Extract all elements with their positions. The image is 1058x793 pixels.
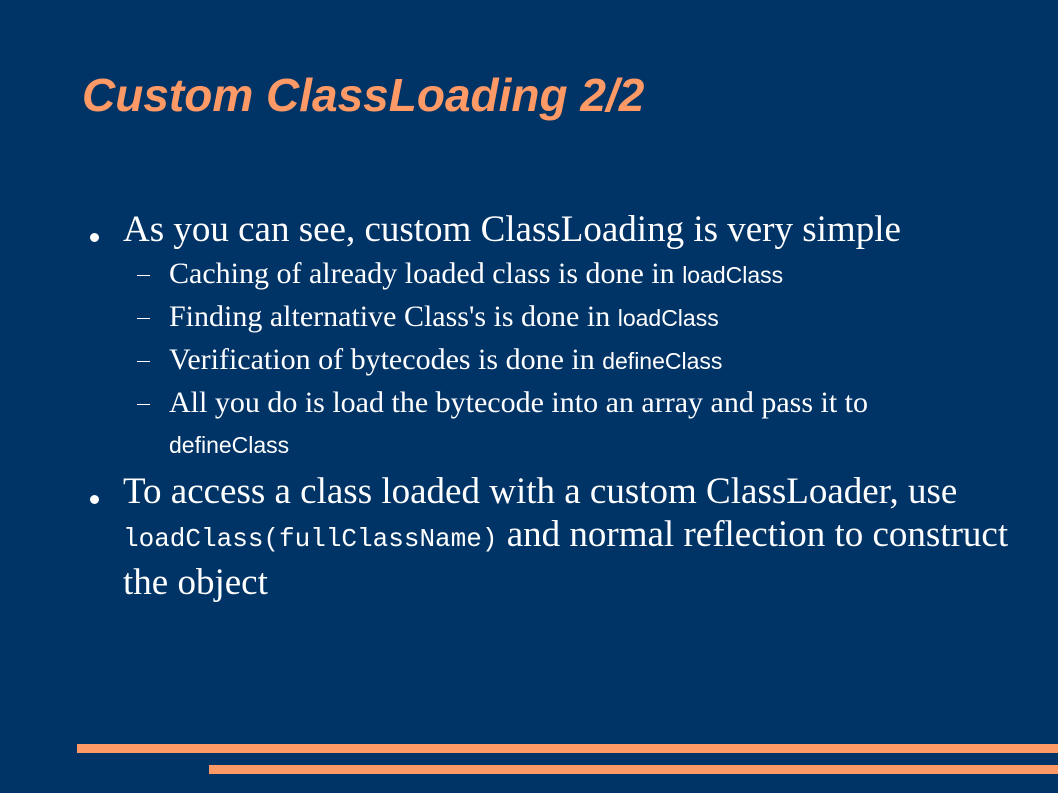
slide-title: Custom ClassLoading 2/2 (82, 69, 645, 121)
accent-bar-top (77, 744, 1058, 753)
subitem-3-text: Verification of bytecodes is done in (169, 343, 603, 376)
subitem-2 (90, 296, 1020, 339)
bullet-dot-icon (90, 233, 99, 242)
subitem-1-text: Caching of already loaded class is done in (169, 257, 683, 290)
slide-content (90, 208, 1020, 604)
bullet-1 (90, 208, 1020, 251)
subitem-1 (90, 253, 1020, 296)
subitem-4-code: defineClass (169, 432, 290, 458)
bullet-2 (90, 470, 1020, 604)
subitem-3 (90, 339, 1020, 382)
dash-icon (137, 275, 150, 276)
subitem-1-code: loadClass (682, 262, 784, 288)
dash-icon (137, 404, 150, 405)
bullet-2-code: loadClass(fullClassName) (123, 524, 498, 554)
bullet-1-subitems (90, 253, 1020, 466)
bullet-2-text-after: and normal reflection to construct the object (123, 514, 1009, 603)
subitem-4-text: All you do is load the bytecode into an array and pass it to (169, 386, 869, 419)
bullet-1-text: As you can see, custom ClassLoading is very simple (123, 209, 901, 250)
bullet-2-text-before: To access a class loaded with a custom ClassLoader, use (123, 471, 958, 512)
accent-bar-bottom (209, 765, 1058, 774)
dash-icon (137, 318, 150, 319)
bullet-dot-icon (90, 495, 99, 504)
subitem-2-code: loadClass (617, 305, 719, 331)
dash-icon (137, 361, 150, 362)
subitem-3-code: defineClass (602, 348, 723, 374)
subitem-4 (90, 382, 977, 466)
subitem-2-text: Finding alternative Class's is done in (169, 300, 618, 333)
